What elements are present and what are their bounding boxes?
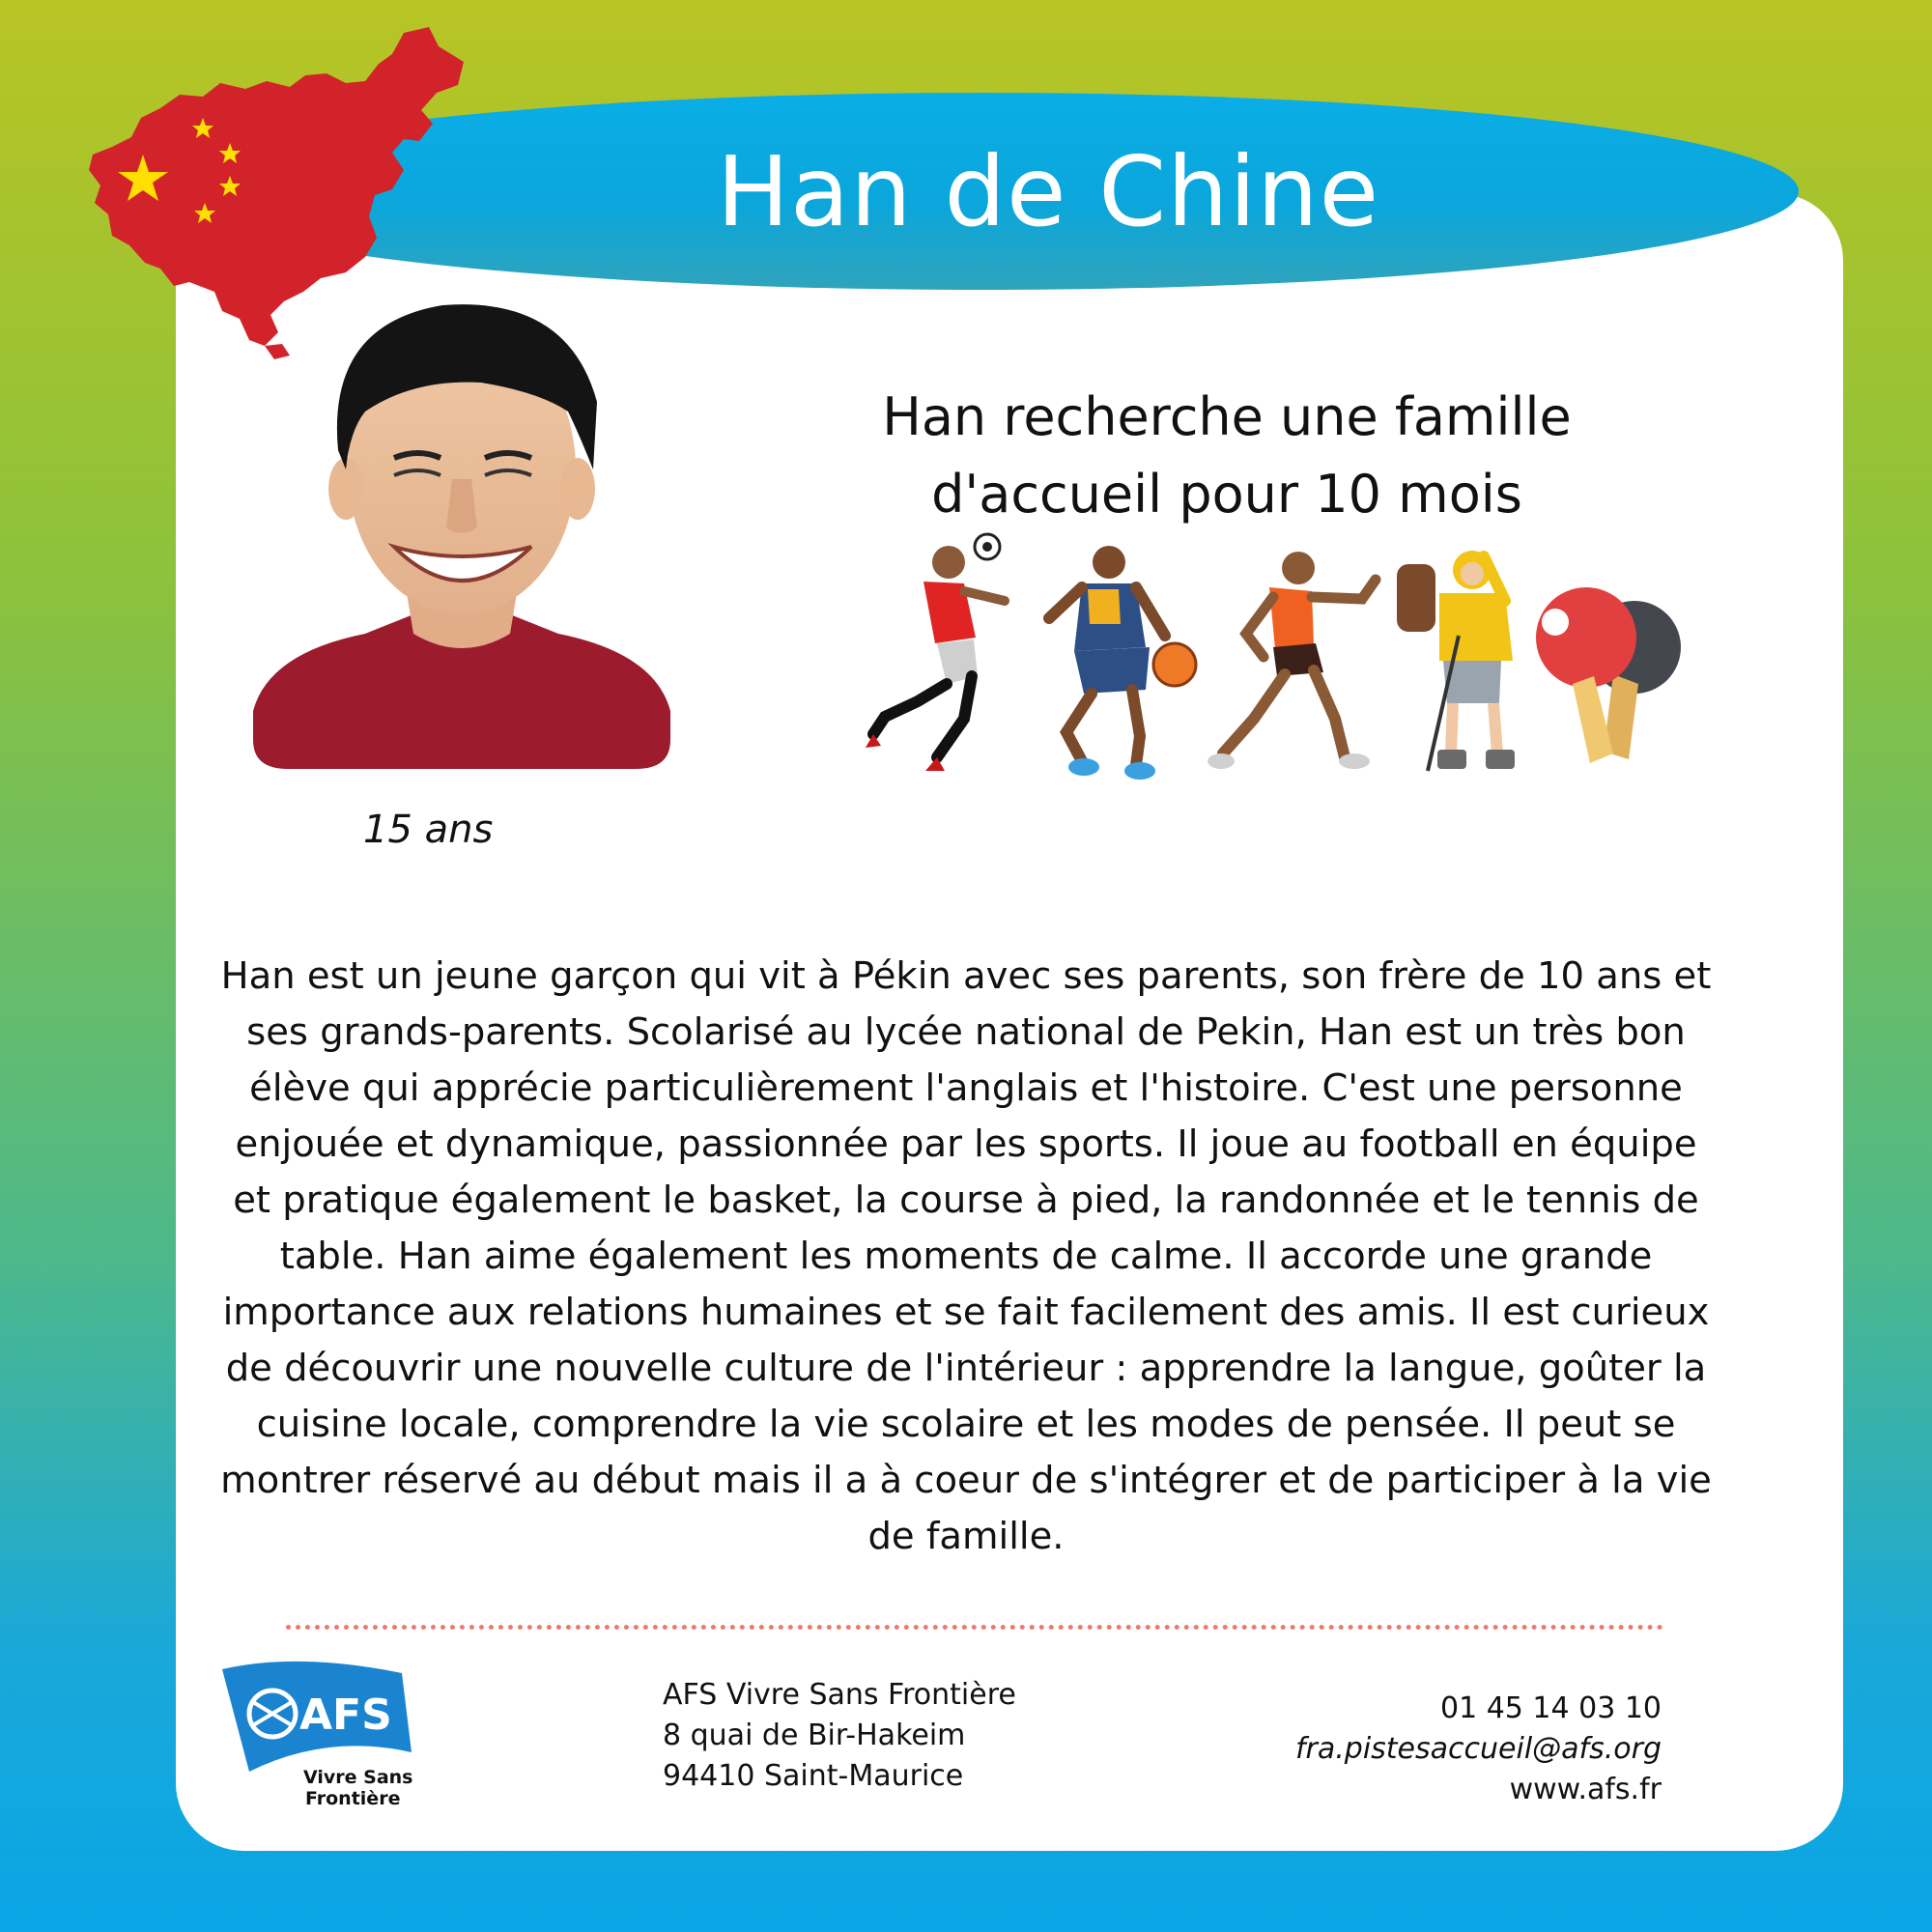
hiker-icon — [1397, 551, 1515, 771]
basketball-player-icon — [1049, 546, 1196, 780]
hobbies-illustrations — [860, 529, 1690, 781]
address-line-2: 8 quai de Bir-Hakeim — [663, 1719, 966, 1752]
profile-description: Han est un jeune garçon qui vit à Pékin avec ses parents, son frère de 10 ans et ses grands-parents. Scolarisé au lycée national de Pekin, Han est un très bon élève qui apprécie particulièrement l'anglais et l'histoire. C'est une personne enjouée et dynamique, passionnée par les sports. Il joue au football en équipe et pratique également le basket, la course à pied, la randonnée et le tennis de table. Han aime également les moments de calme. Il accorde une grande importance aux relations humaines et se fait facilement des amis. Il est curieux de découvrir une nouvelle culture de l'intérieur : apprendre la langue, goûter la cuisine locale, comprendre la vie scolaire et les modes de pensée. Il peut se montrer réservé au début mais il a à coeur de s'intégrer et de participer à la vie de famille. — [220, 954, 1712, 1558]
address-line-1: AFS Vivre Sans Frontière — [663, 1678, 1016, 1712]
runner-icon — [1208, 552, 1376, 769]
headline: Han recherche une famille d'accueil pour 10 mois — [882, 386, 1572, 525]
logo-text: AFS — [299, 1690, 392, 1740]
contact-block — [1159, 1689, 1662, 1810]
logo-subtitle-1: Vivre Sans — [303, 1767, 413, 1788]
address-block — [663, 1675, 1068, 1797]
email-link[interactable]: fra.pistesaccueil@afs.org — [1294, 1732, 1662, 1766]
ping-pong-paddles-icon — [1536, 587, 1681, 763]
address-line-3: 94410 Saint-Maurice — [663, 1759, 964, 1793]
football-player-icon — [866, 534, 1005, 771]
divider — [286, 1625, 1663, 1630]
student-portrait-image — [249, 286, 674, 769]
logo-subtitle-2: Frontière — [305, 1788, 401, 1809]
age-label: 15 ans — [363, 808, 494, 852]
page-title: Han de Chine — [716, 134, 1380, 248]
afs-logo — [211, 1656, 419, 1810]
phone-number: 01 45 14 03 10 — [1439, 1691, 1662, 1725]
website-link[interactable]: www.afs.fr — [1509, 1773, 1662, 1806]
